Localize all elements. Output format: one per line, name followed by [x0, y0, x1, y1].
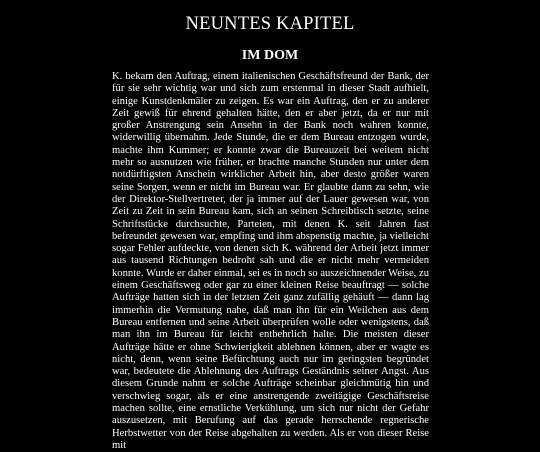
section-title: IM DOM: [241, 48, 299, 63]
chapter-title: NEUNTES KAPITEL: [185, 14, 355, 34]
body-paragraph: K. bekam den Auftrag, einem italienischen Geschäftsfreund der Bank, der für sie sehr wichtig war und sich zum erstenmal in dieser Stadt aufhielt, einige Kunstdenkmäler zu zeigen. Es war ein Auftrag, den er zu anderer Zeit gewiß für ehrend gehalten hätte, den er aber jetzt, da er nur mit großer Anstrengung sein Ansehn in der Bank noch wahren konnte, widerwillig übernahm. Jede Stunde, die er dem Bureau entzogen wurde, machte ihm Kummer; er konnte zwar die Bureauzeit bei weitem nicht mehr so ausnutzen wie früher, er brachte manche Stunden nur unter dem notdürftigsten Anschein wirklicher Arbeit hin, aber desto größer waren seine Sorgen, wenn er nicht im Bureau war. Er glaubte dann zu sehn, wie der Direktor-Stellvertreter, der ja immer auf der Lauer gewesen war, von Zeit zu Zeit in sein Bureau kam, sich an seinen Schreibtisch setzte, seine Schriftstücke durchsuchte, Parteien, mit denen K. seit Jahren fast befreundet gewesen war, empfing und ihm abspenstig machte, ja vielleicht sogar Fehler aufdeckte, von denen sich K. während der Arbeit jetzt immer aus tausend Richtungen bedroht sah und die er nicht mehr vermeiden konnte. Wurde er daher einmal, sei es in noch so auszeichnender Weise, zu einem Geschäftsweg oder gar zu einer kleinen Reise beauftragt — solche Aufträge hatten sich in der letzten Zeit ganz zufällig gehäuft — dann lag immerhin die Vermutung nahe, daß man ihn für ein Weilchen aus dem Bureau entfernen und seine Arbeit überprüfen wolle oder wenigstens, daß man ihn im Bureau für leicht entbehrlich halte. Die meisten dieser Aufträge hätte er ohne Schwierigkeit ablehnen können, aber er wagte es nicht, denn, wenn seine Befürchtung auch nur im geringsten begründet war, bedeutete die Ablehnung des Auftrags Geständnis seiner Angst. Aus diesem Grunde nahm er solche Aufträge scheinbar gleichmütig hin und verschwieg sogar, als er eine anstrengende zweitägige Geschäftsreise machen sollte, eine ernstliche Verkühlung, um sich nur nicht der Gefahr auszusetzen, mit Berufung auf das gerade herrschende regnerische Herbstwetter von der Reise abgehalten zu werden. Als er von dieser Reise mit: [112, 71, 429, 451]
